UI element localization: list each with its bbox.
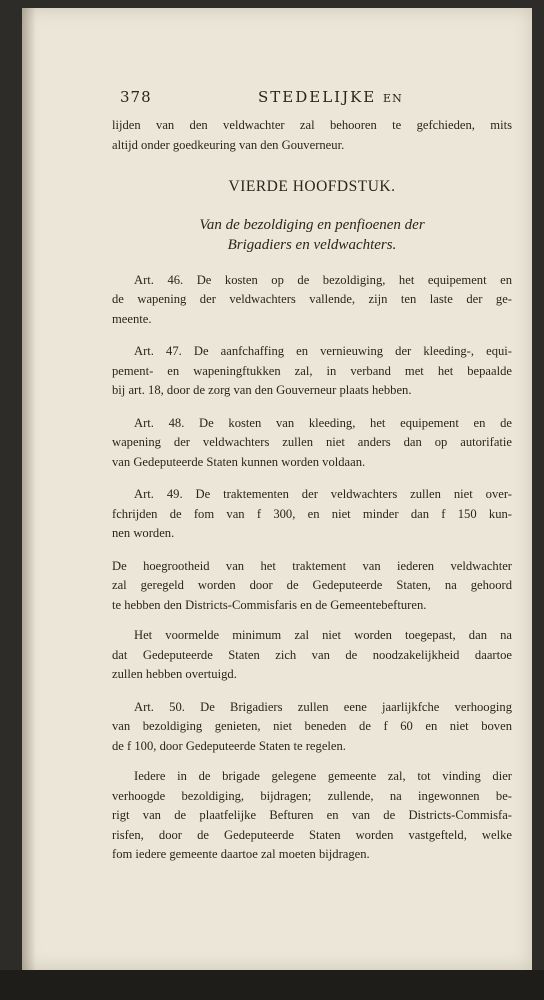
running-title [258,88,403,106]
text-line: nen worden. [112,526,175,540]
text-line: de wapening der veldwachters vallende, zijn ten laste der ge- [112,292,512,306]
chapter-title: VIERDE HOOFDSTUK. [228,178,396,195]
text-line: wapening der veldwachters zullen niet anders dan op autorifatie [112,435,512,449]
article-46 [112,271,512,330]
text-line: Art. 46. De kosten op de bezoldiging, het equipement en [134,272,512,287]
text-line: Art. 50. De Brigadiers zullen eene jaarlijkfche verhooging [134,699,512,714]
text-line: rigt van de plaatfelijke Befturen en van de Districts-Commisfa- [112,808,512,822]
text-line: fchrijden de fom van f 300, en niet minder dan f 150 kun- [112,506,512,521]
text-line: risfen, door de Gedeputeerde Staten worden vastgefteld, welke [112,827,512,842]
running-title-small: EN [383,92,403,105]
text-line: De hoegrootheid van het traktement van iederen veldwachter [112,558,512,573]
chapter-subtitle [112,215,512,255]
text-line: Art. 47. De aanfchaffing en vernieuwing der kleeding-, equi- [134,344,512,358]
text-line: van bezoldiging genieten, niet beneden de f 60 en niet boven [112,719,512,733]
text-line: Art. 48. De kosten van kleeding, het equipement en de [134,415,512,430]
text-line: altijd onder goedkeuring van den Gouverneur. [112,137,345,152]
text-line: Het voormelde minimum zal niet worden toegepast, dan na [134,628,512,642]
article-50 [112,698,512,757]
text-line: fom iedere gemeente daartoe zal moeten bijdragen. [112,847,370,861]
page-number: 378 [120,88,152,106]
article-48 [112,414,512,473]
text-line: te hebben den Districts-Commisfaris en de Gemeentebefturen. [112,597,427,612]
running-title-main: STEDELIJKE [258,88,377,106]
article-49-paragraph-2 [112,557,512,616]
text-line: lijden van den veldwachter zal behooren te gefchieden, mits [112,118,512,132]
carry-over-paragraph [112,116,512,155]
text-line: verhoogde bezoldiging, bijdragen; zullende, na ingewonnen be- [112,788,512,803]
text-line: van Gedeputeerde Staten kunnen worden voldaan. [112,454,366,469]
article-47 [112,342,512,401]
article-50-paragraph-2 [112,767,512,865]
text-line: de f 100, door Gedeputeerde Staten te regelen. [112,738,346,753]
text-line: Iedere in de brigade gelegene gemeente zal, tot vinding dier [134,769,512,783]
text-line: zal geregeld worden door de Gedeputeerde Staten, na gehoord [112,578,512,592]
text-line: bij art. 18, door de zorg van den Gouverneur plaats hebben. [112,383,412,397]
subtitle-line: Brigadiers en veldwachters. [227,236,397,253]
scan-bottom-edge [0,970,544,1000]
text-line: zullen hebben overtuigd. [112,667,237,681]
text-line: pement- en wapeningftukken zal, in verband met het bepaalde [112,363,512,378]
article-49 [112,485,512,544]
text-line: meente. [112,311,152,326]
text-line: Art. 49. De traktementen der veldwachters zullen niet over- [134,487,512,501]
subtitle-line: Van de bezoldiging en penfioenen der [199,216,425,233]
page-body [112,116,512,878]
text-line: dat Gedeputeerde Staten zich van de noodzakelijkheid daartoe [112,647,512,662]
article-49-paragraph-3 [112,626,512,685]
